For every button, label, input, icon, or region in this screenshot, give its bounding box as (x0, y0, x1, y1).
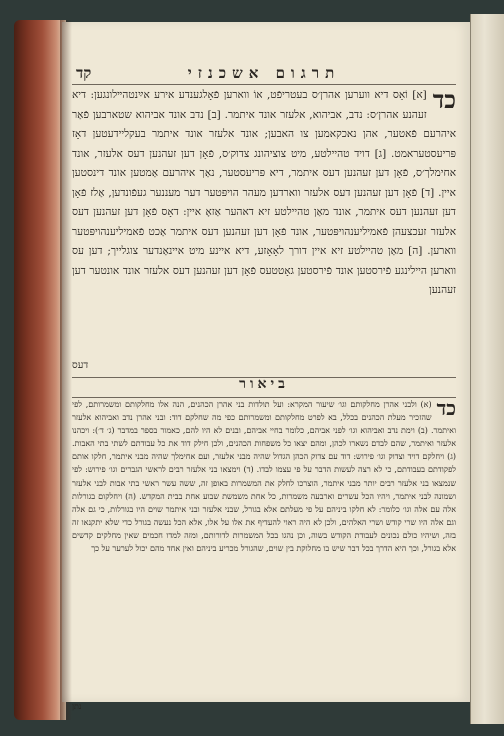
book-edge (14, 20, 66, 720)
commentary-title: ביאור (239, 376, 289, 392)
next-page-edge (470, 14, 504, 724)
spine-shadow (60, 20, 72, 720)
commentary-marker: כד (436, 396, 456, 420)
catchword-main: דעס (72, 360, 89, 371)
commentary-block (72, 398, 456, 698)
catchword-commentary: נתן (72, 702, 82, 711)
main-text-block (72, 86, 456, 358)
header-divider (72, 84, 456, 85)
running-header (72, 64, 456, 84)
chapter-marker: כד (432, 85, 456, 114)
main-text: [א] וֹאֵס דיא ווערען אהרן׳ס בעטריפֿט, אוֹ ווארען פֿאָלגענדע אירע אײַנטהײלונגען: דיא זעהנע אהרן׳ס: נדב, אביהוא, אלעזר אונד איתמר. [ב] נדב אונד אביהוא שטארבען פֿאַר איהרעם פֿאטער, אהן נאכקאמען צו האבען; אונד אלעזר אונד איתמר בעקליידעטען דאָז פּריעסטעראמט. [ג] דויד טהיילטע, מיט צוציהונג צדוק׳ס, פֿאָן דען זעהנען דעס אלעזר, אונד אחימלך׳ס, פֿאָן דען זעהנען דעס איתמר, דיא פּריעסטער, נאַך איהרעם אַמטען אונד דינסטען איין. [ד] פֿאָן דען זעהנען דעס אלעזר ווארדען מעהר הויפּטער דער מעננער געפֿונדען, אַלז פֿאָן דען זעהנען דעס איתמר, אונד מאַן טהיילטע זיא דאהער אַזאָ איין: דאָס פֿאָן דען זעהנען דעס אלעזר זעכצעהן פֿאמיליענהויפּטער, אונד פֿאָן דען זעהנען דעס איתמר אַכט פֿאמיליענהויפּטער ווארען. [ה] מאַן טהיילטע זיא איין דורך לאָאָזע, דיא איינע מיט איינאַנדער צוגלייך; דען עס ווארען היילינגע פֿירסטען אונד פֿירסטען גאָטטעס פֿאָן דען זעהנען דעס אלעזר אונד אונטער דען זעהנען (72, 89, 456, 296)
book-page (62, 22, 470, 711)
header-title: תרגום אשכנזי (187, 64, 341, 82)
page-number: קד (76, 64, 92, 82)
commentary-text: (א) ולבני אהרן מחלקותם וגו׳ שיעור המקרא: ועל תולדות בני אהרן הכהנים, הנה אלו מחלקותם ומשמרותם, לפי שהזכיר מעלת הכהנים בכלל, בא לפרט מחלקותם ומשמרותם כפי מה שחלקם דוד: ובני אהרן נדב ואביהוא אלעזר ואיתמר. (ב) וימת נדב ואביהוא וגו׳ לפני אביהם, כלומר בחיי אביהם, ובנים לא היו להם, כאמור בספר במדבר (ג׳ ד׳): ויכהנו אלעזר ואיתמר, שהם לבדם נשארו לכהן, ומהם יצאו כל משפחות הכהנים, ולכן חילק דוד את כל עבודתם לשתי בתי האבות. (ג) ויחלקם דויד וצדוק וגו׳ פירוש: דוד עם צדוק הכהן הגדול שהיה מבני אלעזר, ועם אחימלך שהיה מבני איתמר, חלקו אותם לפקודתם בעבודתם, כי לא רצה לעשות הדבר על פי עצמו לבדו. (ד) וימצאו בני אלעזר רבים לראשי הגברים וגו׳ פירוש: לפי שנמצאו בני אלעזר רבים יותר מבני איתמר, הוצרכו לחלק את המשמרות באופן זה, ששה עשר ראשי בתי אבות לבני אלעזר ושמונה לבני איתמר, ויהיו הכל עשרים וארבעה משמרות, כל אחת משמשת שבוע אחת בבית המקדש. (ה) ויחלקום בגורלות אלה עם אלה וגו׳ כלומר: לא חלקו ביניהם על פי מעלתם אלא בגורל, שבני אלעזר ובני איתמר שוים היו בגורלות, כי גם אלה וגם אלה היו שרי קודש ושרי האלהים, ולכן לא היה ראוי להעדיף את אלו על אלו, אלא הכל נעשה בגורל כדי שלא יתקנאו זה בזה, ושיהיו כולם נכונים לעבודת הקודש בשוה, וכן נהגו בכל המשמרות לדורותם, ומזה למדו חכמים שאין מחלקים קדשים אלא בגורל, וכך היא הדרך בכל דבר שיש בו מחלוקת בין שוים, שהגורל מכריע ביניהם ואין אחד מהם יכול לערער על כך (72, 400, 456, 554)
